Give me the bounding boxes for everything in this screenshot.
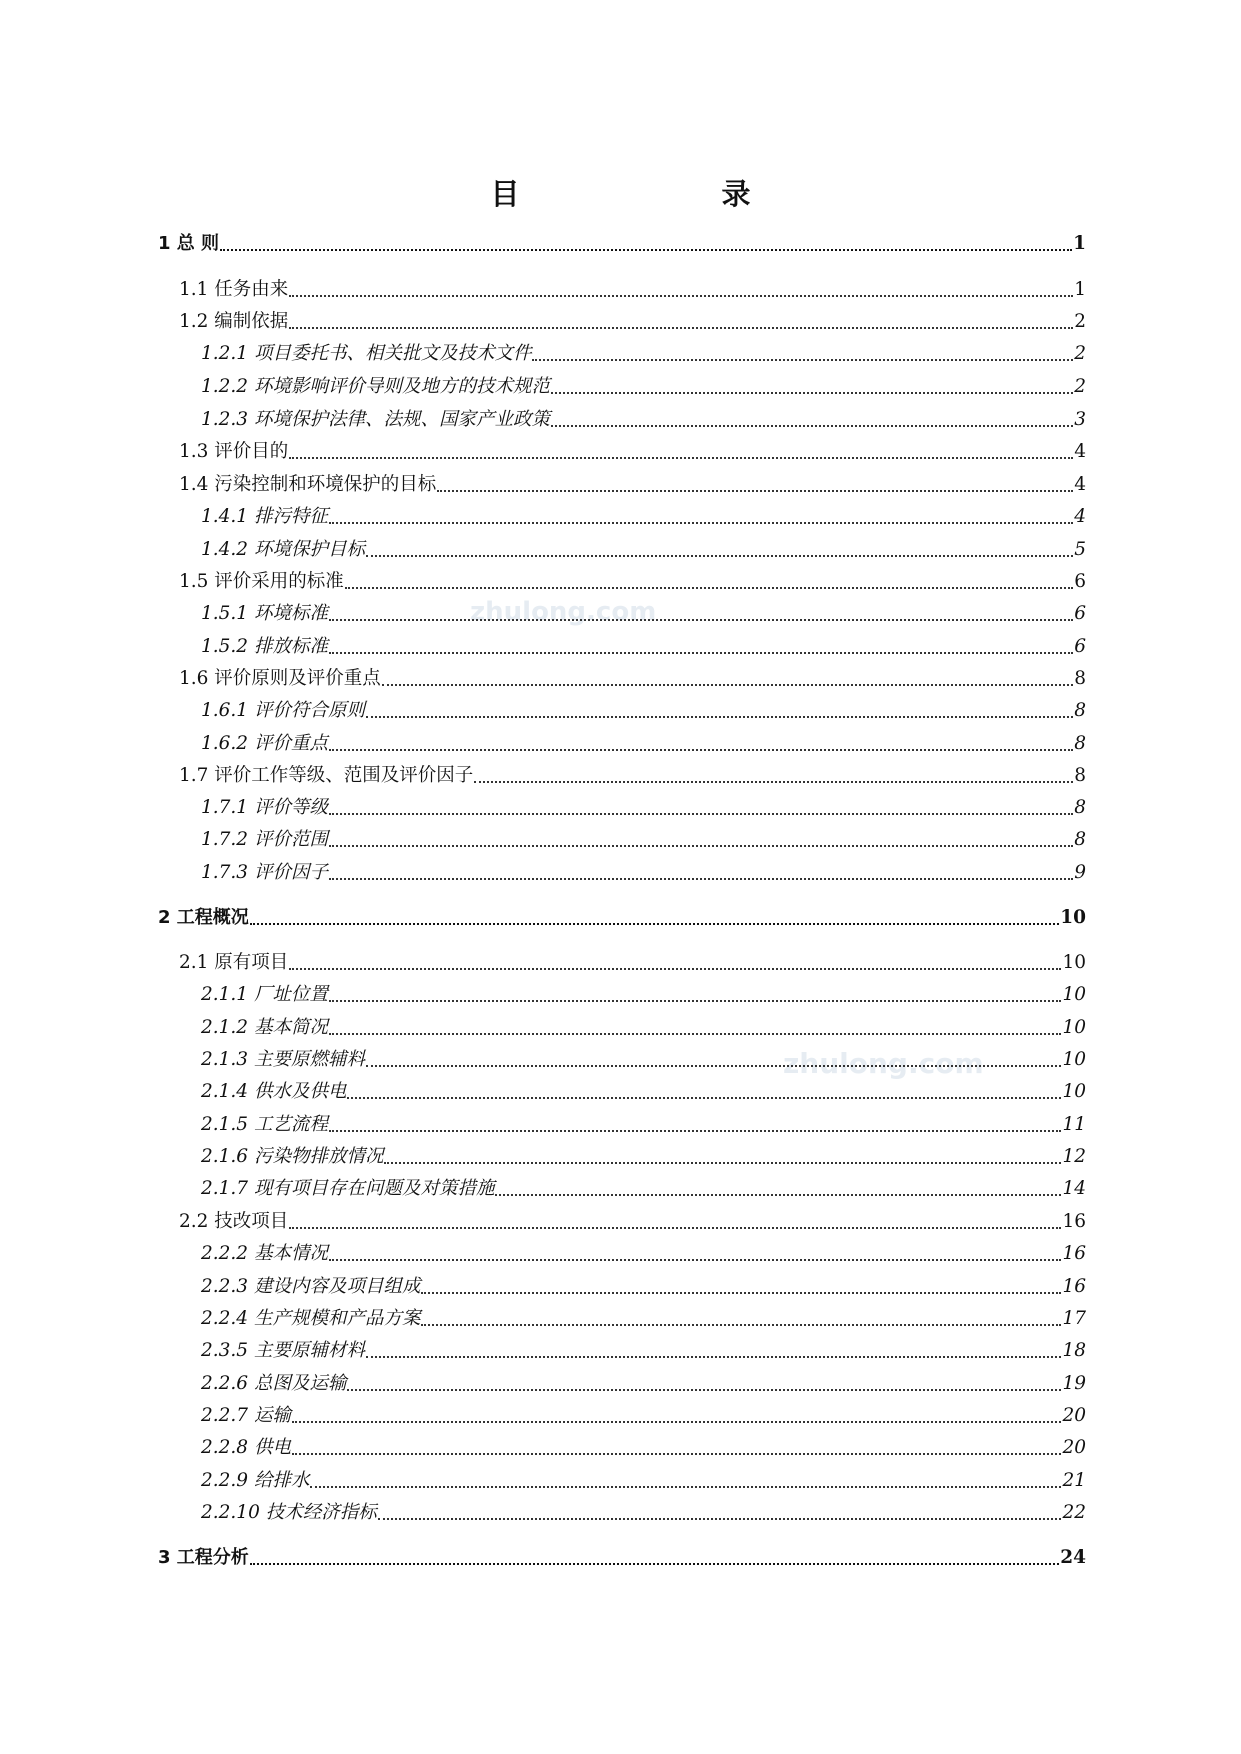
toc-entry-title: 2.1.7 现有项目存在问题及对策措施 [201,1178,495,1199]
toc-entry-title: 2.2.3 建设内容及项目组成 [201,1276,421,1297]
toc-subsection-entry[interactable] [201,859,1086,887]
toc-dot-leader [378,1518,1062,1520]
toc-subsection-entry[interactable] [201,794,1086,822]
toc-entry-title: 1.3 评价目的 [179,441,289,462]
toc-page-number: 22 [1062,1502,1086,1523]
toc-subsection-entry[interactable] [201,373,1086,401]
toc-entry-title: 1.6.2 评价重点 [201,733,328,754]
toc-page-number: 4 [1074,506,1086,527]
toc-entry-title: 2.2.7 运输 [201,1405,291,1426]
toc-dot-leader [329,619,1073,621]
toc-entry-title: 1.4.2 环境保护目标 [201,539,365,560]
toc-dot-leader [421,1292,1061,1294]
toc-dot-leader [289,968,1061,970]
toc-subsection-entry[interactable] [201,697,1086,725]
toc-entry-title: 2.1.6 污染物排放情况 [201,1146,384,1167]
toc-page-number: 5 [1074,539,1086,560]
toc-entry-title: 2.2.10 技术经济指标 [201,1502,377,1523]
toc-dot-leader [366,1356,1061,1358]
toc-page-number: 16 [1062,1211,1086,1232]
toc-entry-title: 2 工程概况 [158,907,249,928]
toc-subsection-entry[interactable] [201,1467,1086,1495]
toc-subsection-entry[interactable] [201,600,1086,628]
toc-dot-leader [384,1162,1061,1164]
toc-section-entry[interactable] [179,665,1086,693]
toc-dot-leader [329,878,1073,880]
toc-dot-leader [437,490,1073,492]
toc-entry-title: 1.2.1 项目委托书、相关批文及技术文件 [201,343,532,364]
toc-dot-leader [551,425,1073,427]
toc-subsection-entry[interactable] [201,826,1086,854]
toc-page-number: 20 [1062,1437,1086,1458]
toc-chapter-entry[interactable] [158,904,1086,932]
toc-page-number: 19 [1062,1373,1086,1394]
toc-section-entry[interactable] [179,308,1086,336]
toc-dot-leader [345,587,1073,589]
toc-page-number: 10 [1060,907,1086,928]
toc-dot-leader [289,295,1073,297]
toc-chapter-entry[interactable] [158,1544,1086,1572]
watermark: zhulong.com [470,597,657,627]
toc-subsection-entry[interactable] [201,1337,1086,1365]
toc-subsection-entry[interactable] [201,1014,1086,1042]
toc-page-number: 16 [1062,1276,1086,1297]
toc-subsection-entry[interactable] [201,503,1086,531]
toc-page-number: 8 [1074,829,1086,850]
toc-dot-leader [551,392,1073,394]
toc-entry-title: 1.6 评价原则及评价重点 [179,668,381,689]
toc-subsection-entry[interactable] [201,1240,1086,1268]
toc-page-number: 12 [1062,1146,1086,1167]
toc-page-number: 21 [1062,1470,1086,1491]
toc-dot-leader [329,845,1073,847]
toc-entry-title: 1 总 则 [158,233,220,254]
toc-entry-title: 1.7.2 评价范围 [201,829,328,850]
toc-subsection-entry[interactable] [201,406,1086,434]
toc-page-number: 17 [1062,1308,1086,1329]
toc-page-number: 10 [1062,1049,1086,1070]
toc-dot-leader [382,684,1073,686]
toc-entry-title: 1.7.3 评价因子 [201,862,328,883]
toc-dot-leader [329,1033,1062,1035]
toc-entry-title: 2.2.8 供电 [201,1437,291,1458]
toc-entry-title: 2.2.6 总图及运输 [201,1373,347,1394]
toc-dot-leader [474,781,1073,783]
toc-dot-leader [289,457,1073,459]
toc-page-number: 8 [1074,797,1086,818]
toc-subsection-entry[interactable] [201,1370,1086,1398]
toc-subsection-entry[interactable] [201,536,1086,564]
toc-entry-title: 2.2.2 基本情况 [201,1243,328,1264]
toc-subsection-entry[interactable] [201,1499,1086,1527]
toc-dot-leader [366,555,1073,557]
toc-page-number: 10 [1062,1017,1086,1038]
toc-page-number: 1 [1074,279,1086,300]
toc-page-number: 18 [1062,1340,1086,1361]
toc-page-number: 6 [1074,603,1086,624]
toc-entry-title: 2.2 技改项目 [179,1211,289,1232]
toc-page-number: 4 [1074,441,1086,462]
toc-entry-title: 1.4.1 排污特征 [201,506,328,527]
toc-entry-title: 3 工程分析 [158,1547,249,1568]
toc-entry-title: 2.1.1 厂址位置 [201,984,328,1005]
toc-dot-leader [366,1065,1061,1067]
toc-entry-title: 1.2 编制依据 [179,311,289,332]
toc-section-entry[interactable] [179,762,1086,790]
toc-dot-leader [421,1324,1061,1326]
toc-title: 目 录 [490,177,799,211]
toc-page-number: 10 [1062,952,1086,973]
toc-section-entry[interactable] [179,1208,1086,1236]
toc-dot-leader [220,249,1072,251]
toc-page-number: 2 [1074,376,1086,397]
toc-section-entry[interactable] [179,949,1086,977]
toc-page-number: 8 [1074,733,1086,754]
toc-entry-title: 1.7.1 评价等级 [201,797,328,818]
toc-entry-title: 2.1.4 供水及供电 [201,1081,347,1102]
toc-dot-leader [347,1389,1061,1391]
toc-page-number: 8 [1074,700,1086,721]
toc-page-number: 6 [1074,571,1086,592]
toc-entry-title: 1.5.2 排放标准 [201,636,328,657]
toc-dot-leader [250,1563,1059,1565]
toc-entry-title: 2.2.9 给排水 [201,1470,310,1491]
toc-subsection-entry[interactable] [201,1143,1086,1171]
toc-page-number: 9 [1074,862,1086,883]
toc-page-number: 10 [1062,984,1086,1005]
toc-page-number: 24 [1060,1547,1086,1568]
toc-section-entry[interactable] [179,568,1086,596]
toc-entry-title: 2.1.5 工艺流程 [201,1114,328,1135]
toc-subsection-entry[interactable] [201,1402,1086,1430]
toc-chapter-entry[interactable] [158,230,1086,258]
toc-subsection-entry[interactable] [201,1111,1086,1139]
toc-subsection-entry[interactable] [201,1175,1086,1203]
toc-page-number: 20 [1062,1405,1086,1426]
toc-section-entry[interactable] [179,276,1086,304]
toc-entry-title: 1.5.1 环境标准 [201,603,328,624]
toc-subsection-entry[interactable] [201,730,1086,758]
toc-page-number: 2 [1074,311,1086,332]
toc-page-number: 11 [1062,1114,1086,1135]
toc-entry-title: 1.2.2 环境影响评价导则及地方的技术规范 [201,376,550,397]
toc-dot-leader [532,359,1073,361]
toc-page-number: 2 [1074,343,1086,364]
toc-subsection-entry[interactable] [201,633,1086,661]
toc-page-number: 8 [1074,668,1086,689]
toc-page-number: 4 [1074,474,1086,495]
toc-dot-leader [329,1259,1062,1261]
watermark: zhulong.com [783,1047,984,1080]
toc-subsection-entry[interactable] [201,1305,1086,1333]
toc-page-number: 16 [1062,1243,1086,1264]
toc-entry-title: 1.5 评价采用的标准 [179,571,344,592]
toc-page-number: 8 [1074,765,1086,786]
toc-entry-title: 1.4 污染控制和环境保护的目标 [179,474,437,495]
toc-subsection-entry[interactable] [201,981,1086,1009]
toc-dot-leader [329,1000,1062,1002]
toc-subsection-entry[interactable] [201,1046,1086,1074]
toc-dot-leader [289,327,1073,329]
toc-dot-leader [329,652,1073,654]
toc-page-number: 3 [1074,409,1086,430]
toc-dot-leader [329,749,1073,751]
toc-entry-title: 2.1.2 基本简况 [201,1017,328,1038]
toc-dot-leader [292,1421,1062,1423]
toc-entry-title: 2.2.4 生产规模和产品方案 [201,1308,421,1329]
toc-dot-leader [310,1486,1061,1488]
toc-dot-leader [347,1097,1061,1099]
toc-dot-leader [329,522,1073,524]
toc-dot-leader [329,813,1073,815]
toc-subsection-entry[interactable] [201,1273,1086,1301]
toc-dot-leader [250,923,1059,925]
toc-page-number: 6 [1074,636,1086,657]
toc-entry-title: 2.1.3 主要原燃辅料 [201,1049,365,1070]
toc-entry-title: 2.3.5 主要原辅材料 [201,1340,365,1361]
toc-dot-leader [329,1130,1062,1132]
toc-subsection-entry[interactable] [201,1434,1086,1462]
toc-entry-title: 2.1 原有项目 [179,952,289,973]
toc-dot-leader [289,1227,1061,1229]
toc-entry-title: 1.1 任务由来 [179,279,289,300]
toc-dot-leader [495,1194,1061,1196]
toc-subsection-entry[interactable] [201,1078,1086,1106]
toc-dot-leader [292,1453,1062,1455]
toc-page-number: 1 [1073,233,1086,254]
toc-page-number: 14 [1062,1178,1086,1199]
toc-section-entry[interactable] [179,438,1086,466]
toc-dot-leader [366,716,1073,718]
toc-page-number: 10 [1062,1081,1086,1102]
toc-entry-title: 1.6.1 评价符合原则 [201,700,365,721]
toc-entry-title: 1.7 评价工作等级、范围及评价因子 [179,765,474,786]
toc-entry-title: 1.2.3 环境保护法律、法规、国家产业政策 [201,409,550,430]
toc-subsection-entry[interactable] [201,340,1086,368]
toc-section-entry[interactable] [179,471,1086,499]
